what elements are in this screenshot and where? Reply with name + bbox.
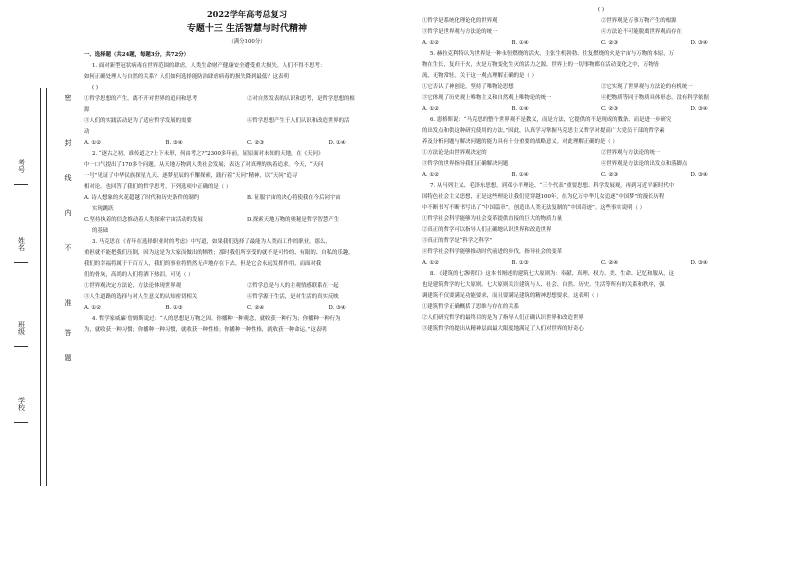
text-line: 们的骨灰，高尚的人们将洒下热泪。可见（ ） bbox=[84, 272, 194, 278]
left-body bbox=[84, 50, 410, 336]
text-line: 4. 哲学家威廉·詹姆斯说过：“人的思想是万物之因。你播种一种观念，就收获一种行为；你播种一种行为 bbox=[92, 316, 341, 322]
text-line: 1. 面对新型冠状病毒在世界范围的肆虐，人类生命财产健康安全遭受重大损失。人们不得不思考： bbox=[92, 63, 326, 69]
option: ②哲学总是与人的主观情感联系在一起 bbox=[247, 283, 339, 289]
seal-char: 不 bbox=[64, 244, 72, 252]
text-line: ③真正的哲学是“科学之科学” bbox=[422, 238, 493, 244]
text-line: 源 bbox=[84, 107, 90, 113]
option: ②世界观是万事万物产生的根源 bbox=[601, 18, 677, 24]
text-line: 调建筑不仅要满足功能要求，而且要满足建筑的精神思想要求。这表明（ ） bbox=[422, 293, 602, 299]
binding-margin bbox=[0, 0, 80, 562]
score-note: （满分100分） bbox=[228, 39, 266, 45]
option: ②世界观与方法论的统一 bbox=[601, 150, 661, 156]
text-line: ④哲学社会科学能够推动时代前进的步伐，指导社会的变革 bbox=[422, 249, 563, 255]
option-row bbox=[422, 16, 780, 27]
option-row bbox=[84, 138, 410, 149]
option: ①方法论是由世界观决定的 bbox=[422, 150, 487, 156]
field-underline bbox=[14, 346, 28, 347]
seal-char: 密 bbox=[64, 94, 72, 102]
text-line: 2. “逐古之初，谁传道之?上下未形，何由考之?”2300多年前，屈原面对未知的天地，在《天问》 bbox=[92, 151, 324, 157]
field-label: 学校 bbox=[18, 397, 25, 412]
option-row bbox=[84, 193, 410, 204]
left-column bbox=[84, 0, 410, 336]
option: ③哲学的世界指导我们正确解决问题 bbox=[422, 161, 509, 167]
seal-char: 线 bbox=[64, 174, 72, 182]
option: ①它否认了神创论，坚持了唯物论思想 bbox=[422, 84, 514, 90]
option: B. ①③ bbox=[165, 305, 183, 311]
text-line: 动 bbox=[84, 129, 90, 135]
option: C. ②④ bbox=[247, 305, 265, 311]
page-subtitle: 专题十三 生活智慧与时代精神 bbox=[186, 24, 308, 34]
text-line: 相对论，也回答了我们的哲学思考。下列选项中正确的是（ ） bbox=[84, 184, 232, 190]
text-line: 7. 从马列主义、毛泽东思想，到邓小平理论、“三个代表”重要思想、科学发展观，再到习近平新时代中 bbox=[430, 183, 675, 189]
option: D. ③④ bbox=[328, 305, 346, 311]
option: B. ①④ bbox=[511, 40, 529, 46]
seal-line bbox=[40, 88, 41, 486]
field-label: 考号 bbox=[18, 159, 25, 174]
option: ④哲学源于生活，是对生活的真实反映 bbox=[247, 294, 339, 300]
option: A. ①② bbox=[84, 305, 101, 311]
field-underline bbox=[14, 184, 28, 185]
option: A. ①② bbox=[422, 260, 439, 266]
option: D. ③④ bbox=[690, 260, 708, 266]
text-line: ( ) bbox=[92, 85, 98, 91]
right-body bbox=[422, 5, 780, 335]
option-row bbox=[422, 104, 780, 115]
text-line: 养及分析问题与解决问题的能力具有十分重要的战略意义。对此理解正确的是（ ） bbox=[422, 139, 618, 145]
field-underline bbox=[14, 422, 28, 423]
right-column bbox=[422, 0, 780, 335]
option-row bbox=[422, 27, 780, 38]
option: C. ②③ bbox=[247, 140, 265, 146]
text-line: 也是建筑哲学的七大原则。七大原则关注建筑与人、社会、自然、历史、生活等所有的关系和秩序，强 bbox=[422, 282, 665, 288]
seal-char: 准 bbox=[64, 299, 72, 307]
option: ④方法论不可能脱离世界观而存在 bbox=[601, 29, 682, 35]
option-row bbox=[422, 170, 780, 181]
option-row bbox=[422, 82, 780, 93]
option: A. ①② bbox=[422, 40, 439, 46]
text-line: 的出发点和供这种研究使用的方法。”因此，认真学习掌握马克思主义哲学对提高广大党员干部的哲学素 bbox=[422, 128, 665, 134]
text-line: 一号”见证了中华民族探星九天、逐梦星辰的不懈探索，践行着“天问”精神，以“天问”追寻 bbox=[84, 173, 298, 179]
option-row bbox=[422, 258, 780, 269]
text-line: ③建筑哲学的提出从精神层面最大限度地满足了人们对世界的好奇心 bbox=[422, 326, 584, 332]
option: B. ①④ bbox=[511, 172, 529, 178]
option: B. ①③ bbox=[511, 260, 529, 266]
field-label: 班级 bbox=[18, 321, 25, 336]
option-row bbox=[422, 93, 780, 104]
seal-char: 封 bbox=[64, 139, 72, 147]
option: ①哲学是系统化理论化的世界观 bbox=[422, 18, 498, 24]
text-line: 的基础 bbox=[92, 228, 109, 234]
option: ③人们的实践活动是为了适应哲学发展的需要 bbox=[84, 118, 192, 124]
option-row bbox=[84, 116, 410, 127]
option: A. ①② bbox=[422, 172, 439, 178]
option: C. ②③ bbox=[601, 40, 619, 46]
seal-char: 内 bbox=[64, 209, 72, 217]
text-line: 中不断书写不断书写出了“中国篇章”。创造出人类无法复制的“中国奇迹”。这些事实说明（ ） bbox=[422, 205, 645, 211]
text-line: 为，就收获一种习惯；你播种一种习惯，就收获一种性格；你播种一种性格，就收获一种命运。”这表明 bbox=[84, 327, 327, 333]
option: ④哲学思想产生于人们认识和改造世界的活 bbox=[247, 118, 350, 124]
option: ③人生道路的选择与对人生意义的认知密切相关 bbox=[84, 294, 198, 300]
option: ④把物质等同于物质具体形态，没有科学依据 bbox=[601, 95, 709, 101]
seal-char: 题 bbox=[64, 354, 72, 362]
page-title: 2022学年高考总复习 bbox=[206, 9, 288, 19]
text-line: ( ) bbox=[598, 7, 604, 13]
option: ①哲学思想的产生，离不开对世界的追问和思考 bbox=[84, 96, 198, 102]
text-line: ②真正的哲学可以指导人们正确地认识世界和改造世界 bbox=[422, 227, 552, 233]
option: D. ①④ bbox=[328, 140, 346, 146]
option: D. ③④ bbox=[690, 172, 708, 178]
option: A. ①② bbox=[84, 140, 101, 146]
field-label: 姓名 bbox=[18, 237, 25, 252]
option-row bbox=[84, 215, 410, 226]
option: D. ③④ bbox=[690, 106, 708, 112]
text-line: 6. 恩格斯说：“马克思的整个世界观不是教义，而是方法，它提供的不是现成的教条，而是进一步研究 bbox=[430, 117, 672, 123]
seal-line-inner bbox=[46, 88, 47, 486]
option: D.探索天地万物的奥秘是哲学智慧产生 bbox=[247, 217, 340, 223]
option-row bbox=[84, 292, 410, 303]
text-line: 3. 马克思在《青年在选择职业时的考虑》中写道，如果我们选择了最能为人类而工作的职业，那么， bbox=[92, 239, 331, 245]
text-line: 中一口气提出了170多个问题。从天地万物到人类社会发展，表达了对真理的执着追求。今天，“天问 bbox=[84, 162, 324, 168]
option: C. ②③ bbox=[601, 106, 619, 112]
section-heading: 一、选择题（共24题，每题3分，共72分） bbox=[84, 52, 190, 58]
field-underline bbox=[14, 262, 28, 263]
option-row bbox=[422, 38, 780, 49]
text-line: 8. 《建筑的七盏明灯》这本书阐述的建筑七大原则为：奉献、真理、权力、美、生命、记忆和服从，这 bbox=[430, 271, 675, 277]
option: ④世界观是方法论的出发点和落脚点 bbox=[601, 161, 688, 167]
text-line: 物在生长，复归于火，火是万物变化生灭的活力之源，世界上的一切事物都在活动变化之中，万物皆 bbox=[422, 62, 660, 68]
text-line: ①建筑哲学正确概括了思维与存在的关系 bbox=[422, 304, 520, 310]
option-row bbox=[84, 303, 410, 314]
text-line: 我们的幸福将属于千百万人，我们的事业将悄然无声地存在下去，但是它会永远发挥作用，而面对我 bbox=[84, 261, 322, 267]
text-line: 重担就不能把我们压倒，因为这是为大家而做出的牺牲；那时我们所享受的就不是可怜的、有限的、自私的乐趣， bbox=[84, 250, 354, 256]
option: A. 诗人想象的火花超越了时代和历史条件的制约 bbox=[84, 195, 200, 201]
option: B. ①④ bbox=[511, 106, 529, 112]
option: A. ①② bbox=[422, 106, 439, 112]
text-line: 如何正确处理人与自然的关系？人们如何选择能防治肆虐病毒的损失降到最低？这表明 bbox=[84, 74, 289, 80]
option: ①世界观决定方法论，方法论体现世界观 bbox=[84, 283, 182, 289]
option: B. 征服宇宙的决心将使我在今后同宇宙 bbox=[247, 195, 341, 201]
option: D. ③④ bbox=[690, 40, 708, 46]
option-row bbox=[84, 281, 410, 292]
option: C. ②④ bbox=[601, 260, 619, 266]
text-line: 流，无物常驻。关于这一观点理解正确的是（ ） bbox=[422, 73, 537, 79]
text-line: 国特色社会主义思想，正是这些理论让我们党穿越100年，在为亿万中华儿女追逐“中国梦”的漫长历程 bbox=[422, 194, 665, 200]
option: C. ②③ bbox=[601, 172, 619, 178]
option-row bbox=[422, 159, 780, 170]
option-row bbox=[422, 148, 780, 159]
text-line: ②人们研究哲学的最终目的是为了指导人们正确认识世界和改造世界 bbox=[422, 315, 584, 321]
text-line: 实现跳跃 bbox=[92, 206, 114, 212]
seal-char: 答 bbox=[64, 329, 72, 337]
option: ③它体现了历史观上唯物主义和自然观上唯物论的统一 bbox=[422, 95, 552, 101]
option: ②对自然发表的认识和思考，是哲学思想的根 bbox=[247, 96, 355, 102]
option: ②它实现了世界观与方法论的有机统一 bbox=[601, 84, 693, 90]
option-row bbox=[84, 94, 410, 105]
option: ③哲学是世界观与方法论的统一 bbox=[422, 29, 498, 35]
option: C.坚持执着的信念推动着人类探索宇宙活动的发展 bbox=[84, 217, 203, 223]
text-line: ①哲学社会科学能够为社会变革提供直接的巨大的物质力量 bbox=[422, 216, 563, 222]
text-line: 5. 赫拉克利特认为世界是一种永恒燃烧的活火，主张生机勃勃、往复燃烧的火是宇宙与万物的本原，万 bbox=[430, 51, 675, 57]
option: B. ③④ bbox=[165, 140, 183, 146]
